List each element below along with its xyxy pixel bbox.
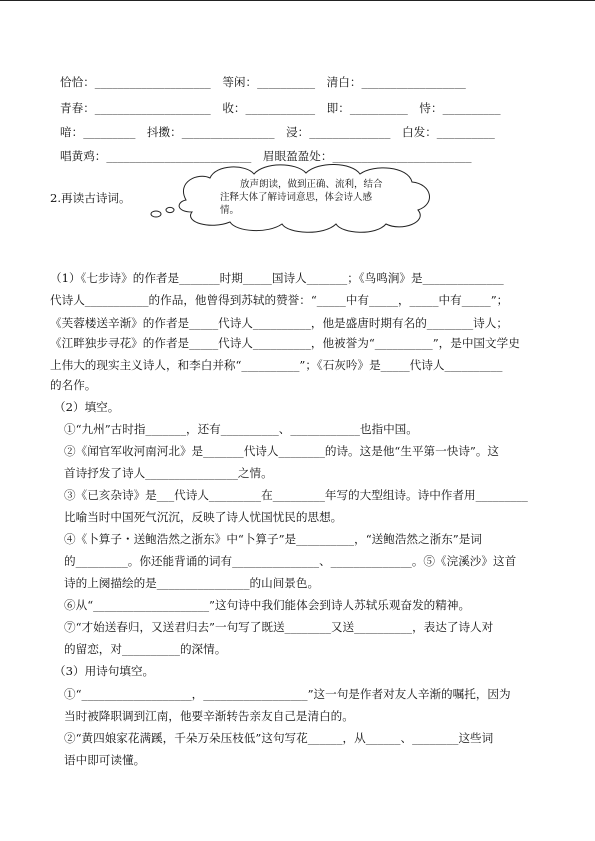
text-line: ①“___________________，__________________”这一句是作者对友人辛渐的嘱托，因为 [64, 687, 511, 701]
vocab-row: 恰恰：____________________ 等闲：__________ 清白：__________________ [60, 75, 466, 89]
text-line: ②“黄四娘家花满蹊，千朵万朵压枝低”这句写花______，从______、________这些词 [64, 731, 494, 745]
cloud-text: 放声朗读，做到正确、流利，结合 [240, 179, 383, 190]
vocab-row: 喑：_________ 抖擞：________________ 浸：______________ 白发：__________ [60, 125, 495, 139]
text-line: 《江畔独步寻花》的作者是_____代诗人__________，他被誉为“__________”，是中国文学史 [50, 336, 520, 350]
text-line: 首诗抒发了诗人________________之情。 [64, 466, 273, 480]
cloud-text: 情。 [220, 205, 240, 216]
vocab-row: 青春：____________________ 收：____________ 即：__________ 恃：__________ [60, 101, 501, 115]
thought-cloud [146, 160, 446, 235]
text-line: 《芙蓉楼送辛渐》的作者是_____代诗人__________，他是盛唐时期有名的________诗人； [50, 316, 508, 330]
text-line: ③《已亥杂诗》是___代诗人_________在_________年写的大型组诗。诗中作者用_________ [64, 488, 528, 502]
text-line: 上伟大的现实主义诗人，和李白并称“__________”；《石灰吟》是_____代诗人__________ [50, 358, 503, 372]
text-line: （1）《七步诗》的作者是_______时期_____国诗人_______；《鸟鸣涧》是______________ [50, 271, 504, 285]
section-heading: 2.再读古诗词。 [50, 191, 131, 205]
text-line: 比喻当时中国死气沉沉，反映了诗人忧国忧民的思想。 [64, 510, 343, 524]
text-line: 当时被降职调到江南，他要辛渐转告亲友自己是清白的。 [64, 709, 354, 723]
text-line: ④《卜算子・送鲍浩然之浙东》中“卜算子”是__________，“送鲍浩然之浙东”是词 [64, 532, 482, 546]
text-line: 语中即可读懂。 [64, 753, 146, 767]
vocab-row: 唱黄鸡：_________________________ 眉眼盈盈处：________________________ [60, 149, 472, 163]
text-line: 诗的上阕描绘的是________________的山间景色。 [64, 576, 320, 590]
text-line: 代诗人___________的作品，他曾得到苏轼的赞誉：“_____中有_____，_____中有_____”； [50, 293, 509, 307]
text-line: 的留恋，对__________的深情。 [64, 642, 227, 656]
text-line: 的名作。 [50, 378, 97, 392]
text-line: ②《闻官军收河南河北》是_______代诗人________的诗。这是他“生平第一快诗”。这 [64, 444, 500, 458]
text-line: ①“九州”古时指_______，还有__________、____________也指中国。 [64, 422, 418, 436]
text-line: ⑦“才始送春归，又送君归去”一句写了既送________又送__________，表达了诗人对 [64, 620, 494, 634]
text-line: （3）用诗句填空。 [54, 664, 155, 678]
text-line: ⑥从“____________________”这句诗中我们能体会到诗人苏轼乐观奋发的精神。 [64, 598, 471, 612]
text-line: 的_________。你还能背诵的词有_______________、______________。⑤《浣溪沙》这首 [64, 554, 517, 568]
text-line: （2）填空。 [54, 400, 120, 414]
top-rule [0, 0, 595, 1]
cloud-text: 注释大体了解诗词意思，体会诗人感 [220, 192, 373, 203]
